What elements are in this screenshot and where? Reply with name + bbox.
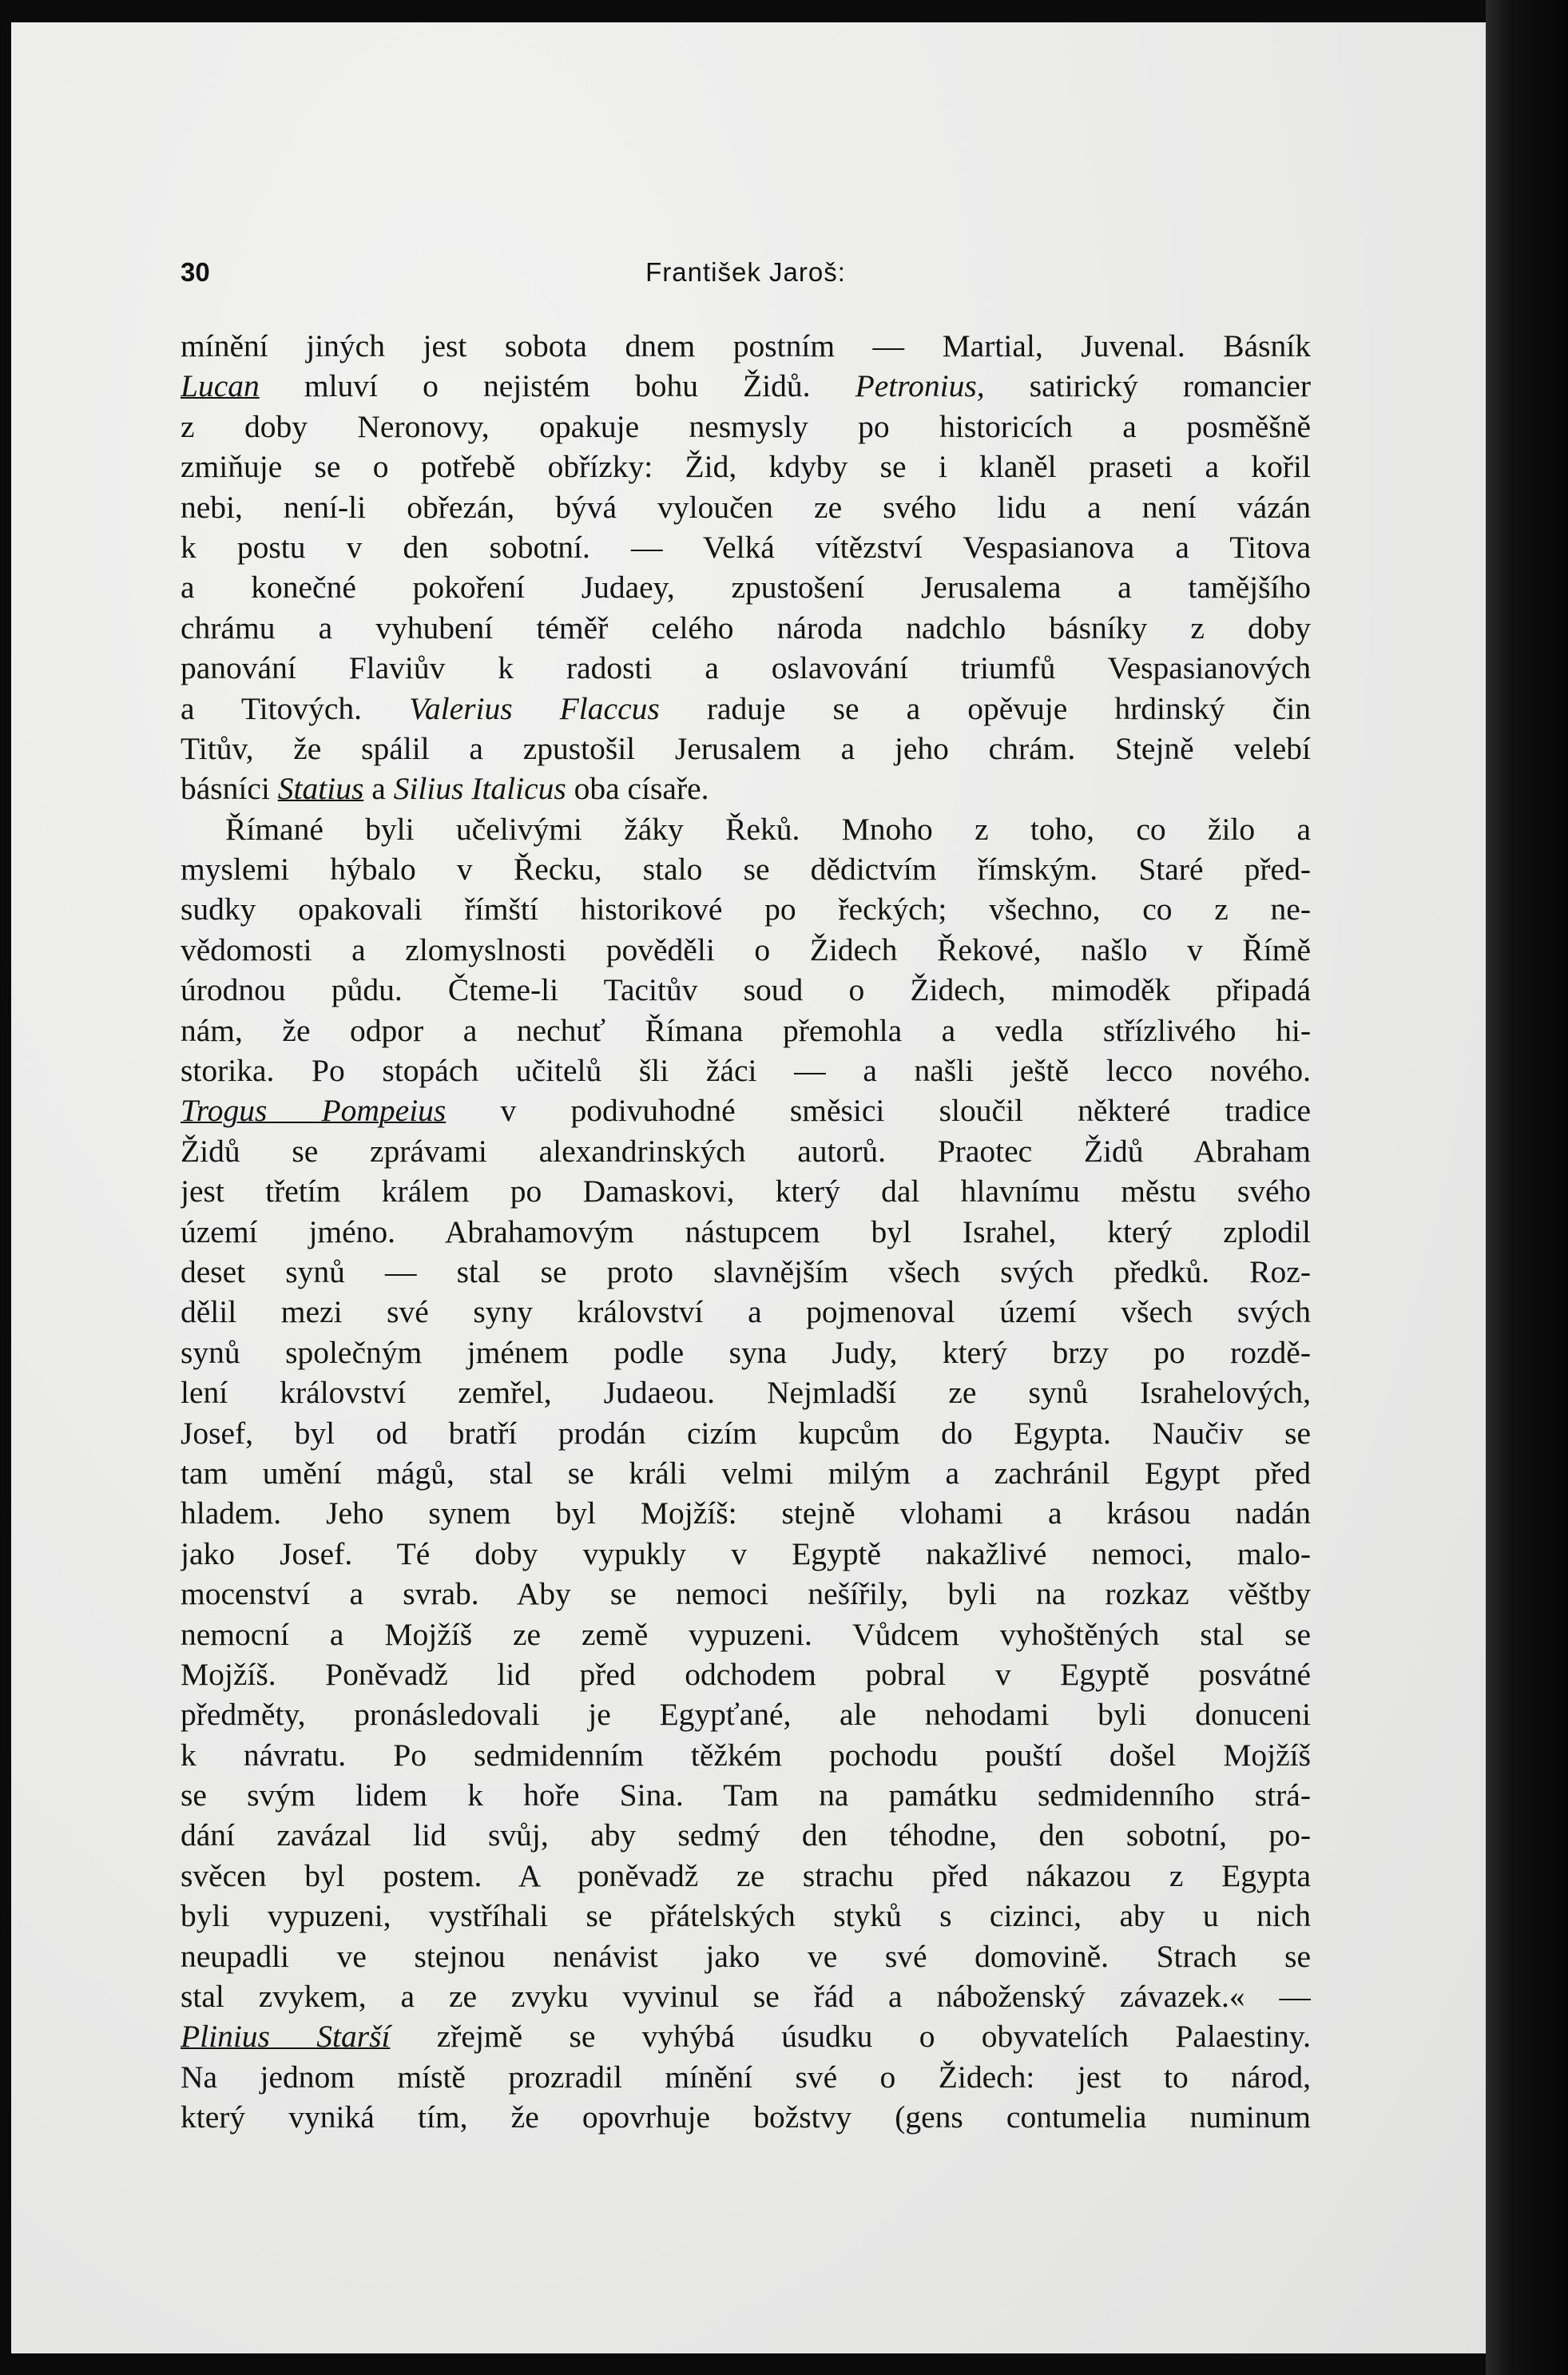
text-line: a konečné pokoření Judaey, zpustošení Jerusalema a tamějšího: [181, 570, 1311, 606]
name-plinius-starsi: Plinius Starší: [181, 2019, 391, 2055]
text-line: [181, 1090, 1311, 1130]
text-line: synů společným jménem podle syna Judy, který brzy po rozdě-: [181, 1334, 1311, 1370]
name-petronius: Petronius,: [855, 368, 985, 404]
text-line: území jméno. Abrahamovým nástupcem byl Israhel, který zplodil: [181, 1213, 1311, 1249]
text-line: jest třetím králem po Damaskovi, který dal hlavnímu městu svého: [181, 1174, 1311, 1209]
text-line: nám, že odpor a nechuť Římana přemohla a vedla střízlivého hi-: [181, 1012, 1311, 1048]
text-line: mocenství a svrab. Aby se nemoci nešířily, byli na rozkaz věštby: [181, 1576, 1311, 1612]
text-line: stal zvykem, a ze zvyku vyvinul se řád a náboženský závazek.« —: [181, 1979, 1311, 2015]
name-statius: Statius: [277, 771, 364, 807]
text-line: Na jednom místě prozradil mínění své o Židech: jest to národ,: [181, 2059, 1311, 2095]
text-line: předměty, pronásledovali je Egypťané, ale nehodami byli donuceni: [181, 1697, 1311, 1733]
text-line: panování Flaviův k radosti a oslavování triumfů Vespasianových: [181, 650, 1311, 686]
text-line: byli vypuzeni, vystříhali se přátelských styků s cizinci, aby u nich: [181, 1898, 1311, 1934]
text-line: deset synů — stal se proto slavnějším všech svých předků. Roz-: [181, 1253, 1311, 1289]
text-line: se svým lidem k hoře Sina. Tam na památku sedmidenního strá-: [181, 1777, 1311, 1813]
text-line: z doby Neronovy, opakuje nesmysly po historicích a posměšně: [181, 408, 1311, 444]
body-text: [181, 326, 1311, 2138]
text-line: [181, 366, 1311, 406]
text-line: zmiňuje se o potřebě obřízky: Žid, kdyby se i klaněl praseti a kořil: [181, 449, 1311, 485]
text-line: k návratu. Po sedmidenním těžkém pochodu pouští došel Mojžíš: [181, 1737, 1311, 1773]
text-line: [181, 689, 1311, 729]
text-line: tam umění mágů, stal se králi velmi milým a zachránil Egypt před: [181, 1455, 1311, 1491]
page-header: [181, 257, 1311, 297]
text-line: vědomosti a zlomyslnosti pověděli o Židech Řekové, našlo v Římě: [181, 931, 1311, 967]
text-line: nebi, není-li obřezán, bývá vyloučen ze svého lidu a není vázán: [181, 489, 1311, 525]
text-segment: v podivuhodné směsici sloučil některé tradice: [446, 1093, 1311, 1129]
text-line: Římané byli učelivými žáky Řeků. Mnoho z toho, co žilo a: [225, 811, 1311, 847]
text-line: Mojžíš. Poněvadž lid před odchodem pobral v Egyptě posvátné: [181, 1656, 1311, 1692]
scan-edge-shadow: [1486, 0, 1568, 2375]
text-line: hladem. Jeho synem byl Mojžíš: stejně vlohami a krásou nadán: [181, 1495, 1311, 1531]
text-segment: oba císaře.: [566, 771, 709, 807]
text-line: Titův, že spálil a zpustošil Jerusalem a jeho chrám. Stejně velebí: [181, 730, 1311, 766]
text-segment: a Titových.: [181, 690, 410, 726]
text-line: jako Josef. Té doby vypukly v Egyptě nakažlivé nemoci, malo-: [181, 1535, 1311, 1571]
text-line: neupadli ve stejnou nenávist jako ve své domovině. Strach se: [181, 1938, 1311, 1974]
text-line: Židů se zprávami alexandrinských autorů. Praotec Židů Abraham: [181, 1133, 1311, 1169]
name-trogus-pompeius: Trogus Pompeius: [181, 1093, 447, 1129]
page-number: 30: [181, 257, 210, 287]
text-segment: mluví o nejistém bohu Židů.: [259, 368, 855, 404]
text-line: storika. Po stopách učitelů šli žáci — a našli ještě lecco nového.: [181, 1053, 1311, 1089]
text-line: myslemi hýbalo v Řecku, stalo se dědictvím římským. Staré před-: [181, 852, 1311, 888]
text-line: k postu v den sobotní. — Velká vítězství Vespasianova a Titova: [181, 529, 1311, 565]
text-line: který vyniká tím, že opovrhuje božstvy (gens contumelia numinum: [181, 2099, 1311, 2135]
text-line: sudky opakovali římští historikové po řeckých; všechno, co z ne-: [181, 892, 1311, 927]
text-line: svěcen byl postem. A poněvadž ze strachu před nákazou z Egypta: [181, 1857, 1311, 1893]
name-lucan: Lucan: [181, 368, 260, 404]
name-valerius-flaccus: Valerius Flaccus: [409, 690, 660, 726]
text-line: dání zavázal lid svůj, aby sedmý den téhodne, den sobotní, po-: [181, 1817, 1311, 1853]
text-line: dělil mezi své syny království a pojmenoval území všech svých: [181, 1294, 1311, 1330]
text-line: [181, 2016, 1311, 2056]
text-line: lení království zemřel, Judaeou. Nejmladší ze synů Israhelových,: [181, 1375, 1311, 1411]
text-line: nemocní a Mojžíš ze země vypuzeni. Vůdcem vyhoštěných stal se: [181, 1616, 1311, 1652]
text-line: Josef, byl od bratří prodán cizím kupcům do Egypta. Naučiv se: [181, 1415, 1311, 1451]
text-line: chrámu a vyhubení téměř celého národa nadchlo básníky z doby: [181, 610, 1311, 645]
text-segment: a: [363, 771, 394, 807]
text-line: úrodnou půdu. Čteme-li Tacitův soud o Židech, mimoděk připadá: [181, 972, 1311, 1008]
text-segment: zřejmě se vyhýbá úsudku o obyvatelích Palaestiny.: [390, 2019, 1311, 2055]
text-segment: básníci: [181, 771, 278, 807]
text-segment: satirický romancier: [984, 368, 1311, 404]
text-segment: raduje se a opěvuje hrdinský čin: [659, 690, 1311, 726]
name-silius-italicus: Silius Italicus: [393, 771, 566, 807]
running-head: František Jaroš:: [645, 257, 846, 287]
text-line: [181, 768, 1311, 808]
text-line: mínění jiných jest sobota dnem postním — Martial, Juvenal. Básník: [181, 328, 1311, 363]
